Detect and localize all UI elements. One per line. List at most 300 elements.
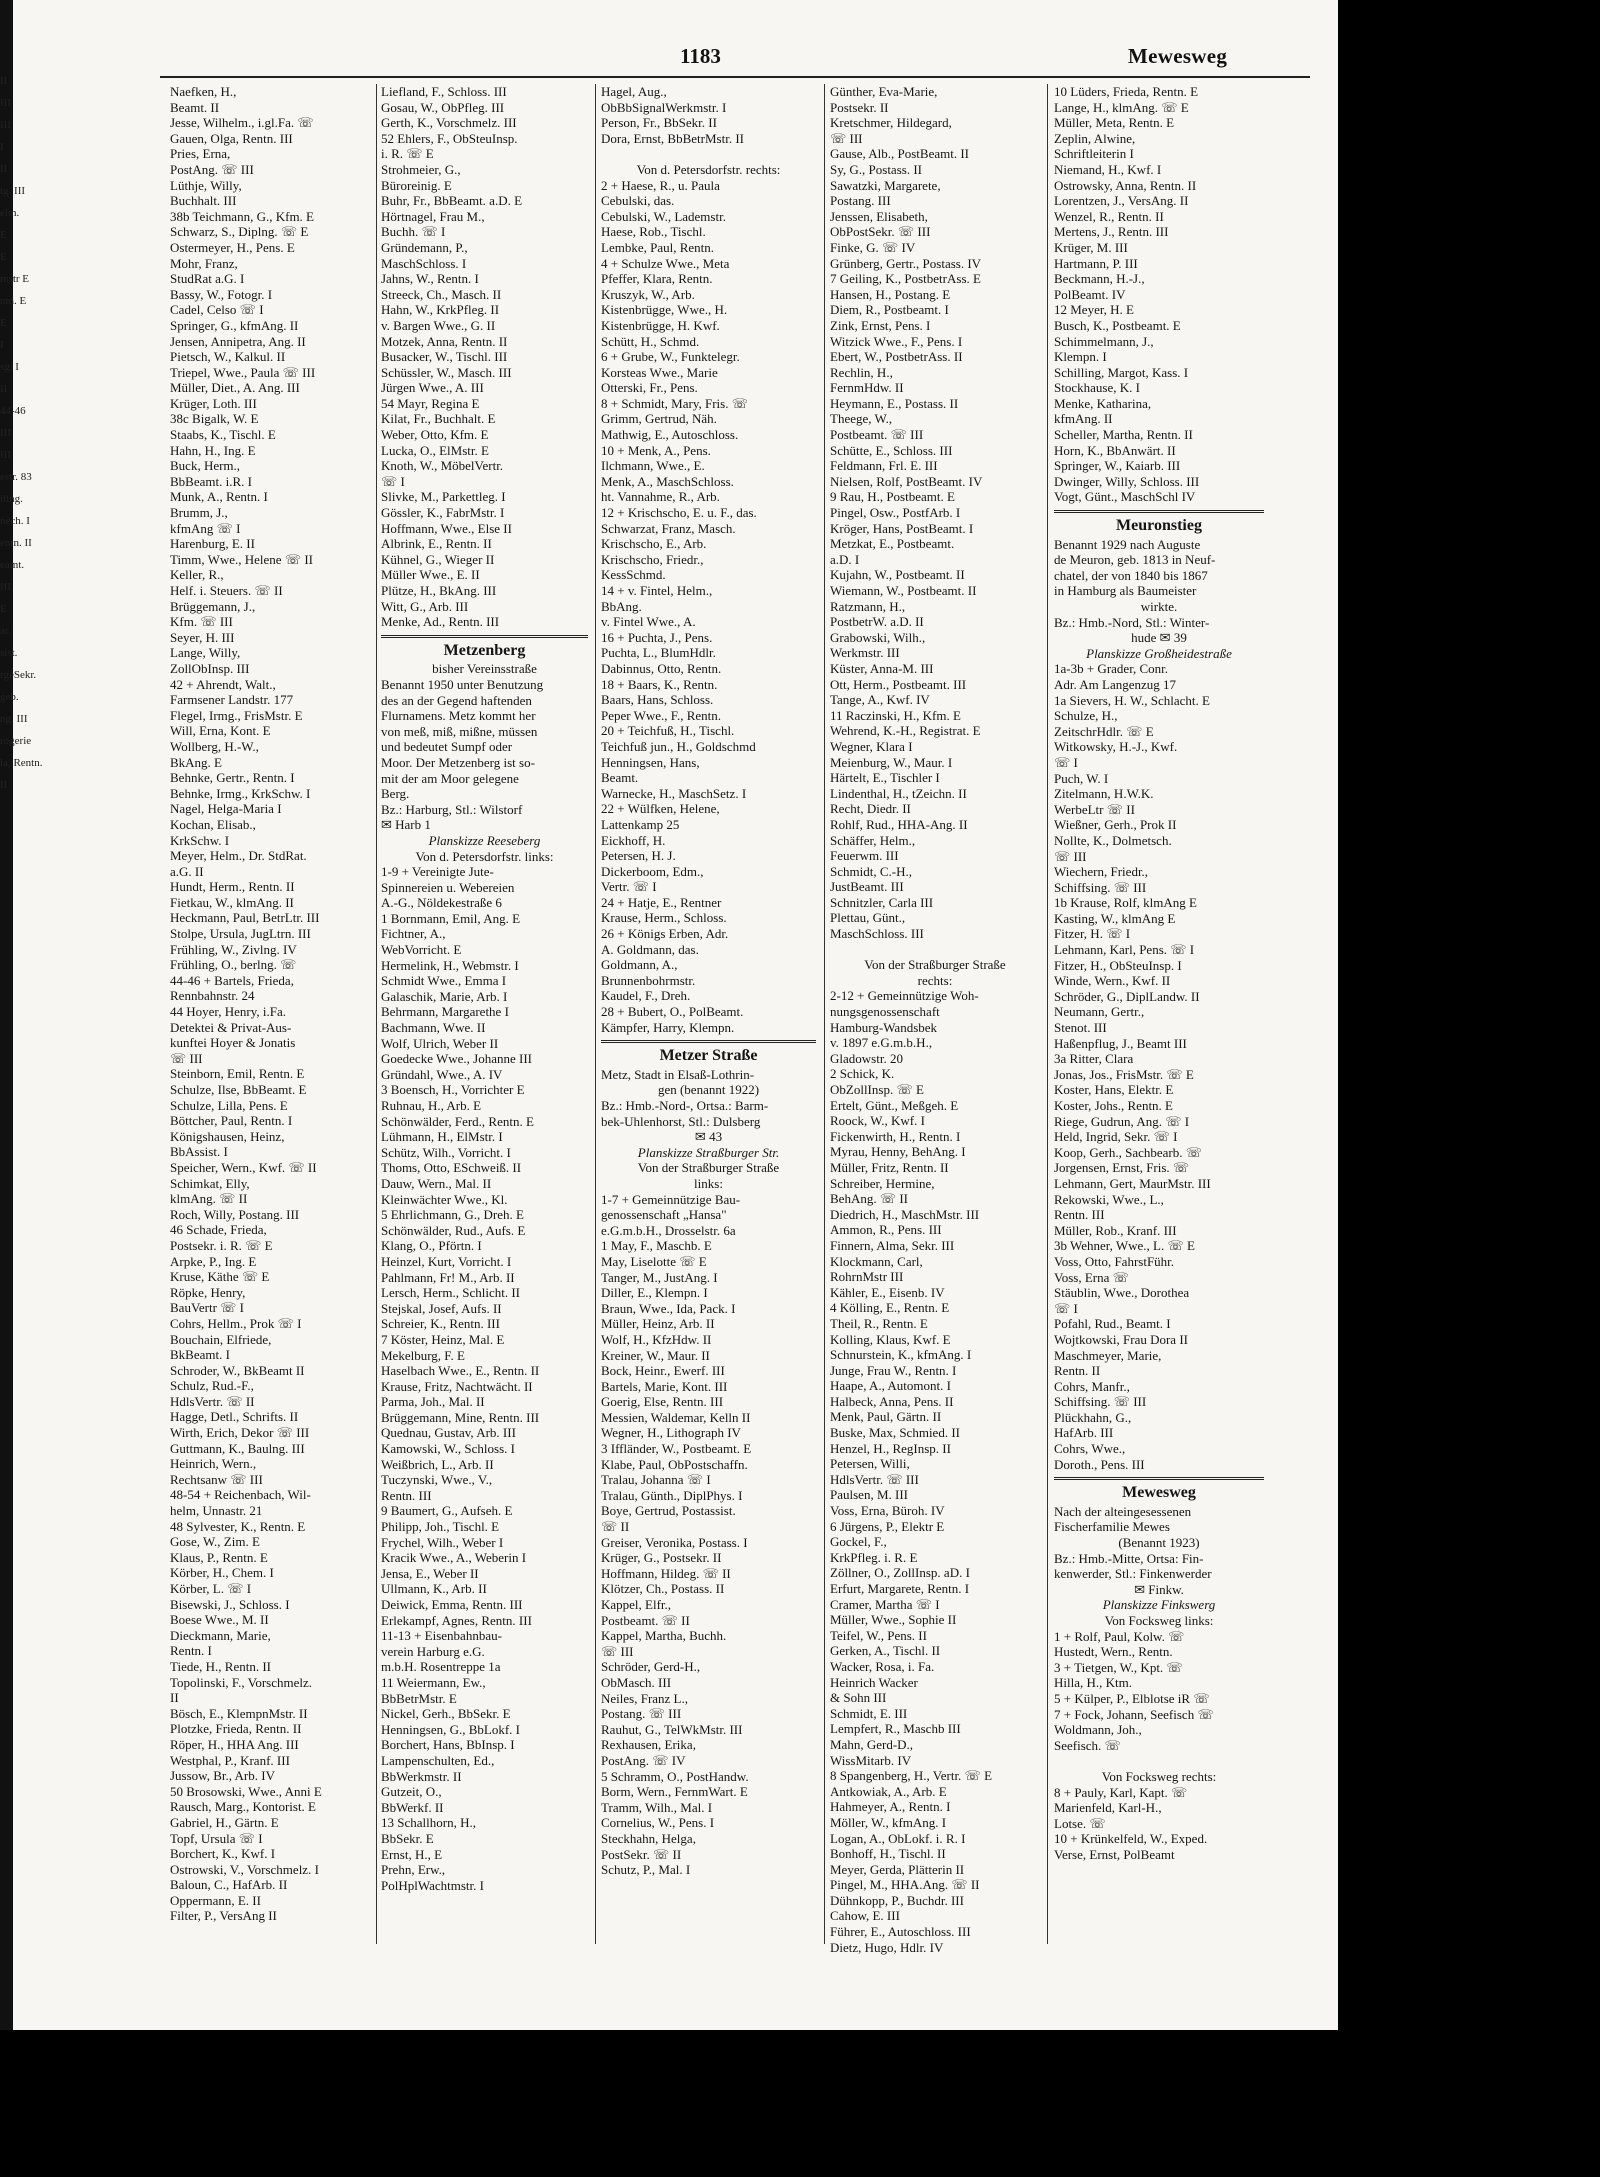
directory-entry: MaschSchloss. I bbox=[381, 255, 467, 271]
directory-entry: Körber, L. ☏ I bbox=[170, 1581, 252, 1596]
directory-entry: Koop, Gerh., Sachbearb. ☏ bbox=[1054, 1144, 1203, 1160]
directory-entry: Lersch, Herm., Schlicht. II bbox=[381, 1285, 520, 1301]
directory-entry: Winde, Wern., Kwf. II bbox=[1054, 973, 1171, 989]
directory-entry: Flegel, Irmg., FrisMstr. E bbox=[170, 707, 303, 723]
directory-entry: Bouchain, Elfriede, bbox=[170, 1331, 272, 1347]
directory-entry: Cebulski, das. bbox=[601, 193, 675, 209]
directory-entry: Stockhause, K. I bbox=[1054, 380, 1140, 396]
directory-entry: Erfurt, Margarete, Rentn. I bbox=[830, 1581, 970, 1596]
directory-entry: Krischscho, Friedr., bbox=[601, 551, 704, 567]
directory-entry: wirkte. bbox=[1140, 599, 1178, 614]
directory-entry: 48 Sylvester, K., Rentn. E bbox=[170, 1518, 306, 1534]
column-divider bbox=[376, 84, 377, 1944]
directory-entry: Gockel, F., bbox=[830, 1534, 887, 1550]
directory-entry: Lattenkamp 25 bbox=[601, 816, 680, 832]
directory-entry: BkBeamt. I bbox=[170, 1347, 230, 1363]
directory-entry: 10 + Menk, A., Pens. bbox=[601, 442, 711, 458]
directory-entry: Hagel, Aug., bbox=[601, 84, 667, 99]
directory-entry: Kamowski, W., Schloss. I bbox=[381, 1441, 515, 1457]
directory-entry: Koster, Hans, Elektr. E bbox=[1054, 1082, 1174, 1098]
directory-entry: HdlsVertr. ☏ II bbox=[170, 1393, 255, 1409]
fragment-text: I bbox=[0, 141, 4, 153]
directory-entry: Schiffsing. ☏ III bbox=[1054, 1394, 1147, 1410]
directory-entry: Schütte, E., Schloss. III bbox=[830, 442, 953, 458]
directory-entry: Kilat, Fr., Buchhalt. E bbox=[381, 411, 496, 427]
fragment-text: III bbox=[0, 449, 11, 461]
directory-entry: Haßenpflug, J., Beamt III bbox=[1054, 1035, 1187, 1051]
directory-entry: Heinzel, Kurt, Vorricht. I bbox=[381, 1253, 512, 1269]
directory-entry: Benannt 1950 unter Benutzung bbox=[381, 676, 544, 692]
directory-entry: Topolinski, F., Vorschmelz. bbox=[170, 1674, 313, 1690]
directory-entry: Plütze, H., BkAng. III bbox=[381, 583, 497, 598]
directory-entry: Klockmann, Carl, bbox=[830, 1253, 923, 1269]
directory-entry: Rennbahnstr. 24 bbox=[170, 988, 255, 1004]
directory-entry: WebVorricht. E bbox=[381, 942, 462, 958]
directory-entry: Rexhausen, Erika, bbox=[601, 1737, 696, 1753]
directory-entry: Schmidt, C.-H., bbox=[830, 863, 912, 879]
directory-entry: Wollberg, H.-W., bbox=[170, 738, 259, 754]
directory-entry: Buske, Max, Schmied. II bbox=[830, 1425, 960, 1441]
directory-entry: Woldmann, Joh., bbox=[1054, 1722, 1142, 1738]
directory-entry: Henningsen, G., BbLokf. I bbox=[381, 1721, 521, 1737]
directory-entry: Puchta, L., BlumHdlr. bbox=[601, 645, 716, 661]
directory-entry: Bz.: Hmb.-Mitte, Ortsa: Fin- bbox=[1054, 1550, 1204, 1566]
directory-entry: Jürgen Wwe., A. III bbox=[381, 380, 484, 396]
directory-entry: 8 + Schmidt, Mary, Fris. ☏ bbox=[601, 395, 748, 411]
directory-entry: Boese Wwe., M. II bbox=[170, 1612, 269, 1628]
directory-entry: Streeck, Ch., Masch. II bbox=[381, 286, 502, 302]
directory-entry: Theil, R., Rentn. E bbox=[830, 1315, 928, 1331]
directory-entry: Zeplin, Alwine, bbox=[1054, 130, 1136, 146]
fragment-text: II bbox=[0, 383, 8, 395]
directory-entry: Hoffmann, Hildeg. ☏ II bbox=[601, 1565, 731, 1581]
directory-entry: Kracik Wwe., A., Weberin I bbox=[381, 1550, 527, 1566]
directory-entry: Schreier, K., Rentn. III bbox=[381, 1316, 500, 1332]
directory-entry: Kruse, Käthe ☏ E bbox=[170, 1269, 270, 1285]
directory-entry: Ammon, R., Pens. III bbox=[830, 1222, 942, 1238]
directory-entry: Beamt. bbox=[601, 770, 639, 786]
directory-entry: Detektei & Privat-Aus- bbox=[170, 1019, 292, 1035]
directory-entry: Jorgensen, Ernst, Fris. ☏ bbox=[1054, 1160, 1190, 1176]
directory-entry: Lempfert, R., Maschb III bbox=[830, 1721, 961, 1737]
directory-entry: Stäublin, Wwe., Dorothea bbox=[1054, 1285, 1190, 1301]
directory-entry: 54 Mayr, Regina E bbox=[381, 395, 480, 411]
directory-entry: Gründemann, P., bbox=[381, 239, 468, 255]
directory-entry: Stolpe, Ursula, JugLtrn. III bbox=[170, 926, 311, 942]
directory-entry: Korsteas Wwe., Marie bbox=[601, 364, 718, 380]
directory-entry: Grabowski, Wilh., bbox=[830, 629, 926, 645]
directory-entry: Rauhut, G., TelWkMstr. III bbox=[601, 1721, 743, 1737]
directory-entry: Rentn. I bbox=[170, 1643, 212, 1659]
directory-entry: Kaudel, F., Dreh. bbox=[601, 988, 691, 1004]
directory-entry: Dietz, Hugo, Hdlr. IV bbox=[830, 1939, 944, 1955]
directory-entry: 7 + Fock, Johann, Seefisch ☏ bbox=[1054, 1706, 1214, 1722]
directory-entry: v. Fintel Wwe., A. bbox=[601, 614, 696, 630]
directory-entry: PostAng. ☏ III bbox=[170, 161, 254, 177]
directory-entry: Ostrowski, V., Vorschmelz. I bbox=[170, 1861, 319, 1877]
fragment-text: sg. I bbox=[0, 361, 19, 373]
directory-entry bbox=[830, 942, 1040, 958]
directory-entry: 10 Lüders, Frieda, Rentn. E bbox=[1054, 84, 1199, 99]
directory-entry: Vogt, Günt., MaschSchl IV bbox=[1054, 489, 1196, 505]
directory-entry: Recht, Diedr. II bbox=[830, 801, 911, 817]
fragment-text: la, Rentn. bbox=[0, 757, 43, 769]
directory-entry: 3a Ritter, Clara bbox=[1054, 1051, 1134, 1067]
directory-entry: Theege, W., bbox=[830, 411, 893, 427]
directory-entry: Kämpfer, Harry, Klempn. bbox=[601, 1019, 735, 1035]
directory-entry: JustBeamt. III bbox=[830, 879, 904, 895]
directory-entry: 5 Ehrlichmann, G., Dreh. E bbox=[381, 1207, 524, 1223]
directory-entry: Weber, Otto, Kfm. E bbox=[381, 427, 489, 443]
directory-entry: Tramm, Wilh., Mal. I bbox=[601, 1799, 713, 1815]
directory-entry: 14 + v. Fintel, Helm., bbox=[601, 583, 713, 598]
directory-entry: Tuczynski, Wwe., V., bbox=[381, 1472, 493, 1488]
directory-entry: Cohrs, Hellm., Prok ☏ I bbox=[170, 1315, 302, 1331]
fragment-text: E bbox=[0, 317, 7, 329]
directory-entry: Baloun, C., HafArb. II bbox=[170, 1877, 288, 1893]
directory-entry: Heckmann, Paul, BetrLtr. III bbox=[170, 910, 320, 926]
directory-entry: 50 Brosowski, Wwe., Anni E bbox=[170, 1783, 322, 1799]
directory-entry: ht. Vannahme, R., Arb. bbox=[601, 489, 720, 505]
directory-entry: Gladowstr. 20 bbox=[830, 1050, 903, 1066]
directory-entry: Jesse, Wilhelm., i.gl.Fa. ☏ bbox=[170, 115, 314, 131]
directory-entry: Schulze, Ilse, BbBeamt. E bbox=[170, 1082, 307, 1097]
directory-entry: Jonas, Jos., FrisMstr. ☏ E bbox=[1054, 1066, 1194, 1082]
directory-entry: Henzel, H., RegInsp. II bbox=[830, 1440, 951, 1456]
directory-entry: 1b Krause, Rolf, klmAng E bbox=[1054, 895, 1197, 911]
directory-entry: Person, Fr., BbSekr. II bbox=[601, 115, 717, 131]
directory-entry: ObMasch. III bbox=[601, 1674, 672, 1690]
fragment-text: estr. 83 bbox=[0, 471, 32, 483]
directory-entry: BbAssist. I bbox=[170, 1144, 228, 1160]
column-5 bbox=[1054, 84, 1264, 1944]
directory-entry: Filter, P., VersAng II bbox=[170, 1908, 277, 1924]
directory-entry: Cohrs, Manfr., bbox=[1054, 1378, 1130, 1394]
directory-entry: Bösch, E., KlempnMstr. II bbox=[170, 1705, 308, 1721]
directory-entry: Kleinwächter Wwe., Kl. bbox=[381, 1191, 508, 1207]
fragment-text: E bbox=[0, 251, 7, 263]
directory-entry: Verse, Ernst, PolBeamt bbox=[1054, 1846, 1175, 1862]
directory-entry: Wolf, H., KfzHdw. II bbox=[601, 1331, 712, 1347]
directory-entry: Cohrs, Wwe., bbox=[1054, 1441, 1126, 1457]
directory-entry: Goldmann, A., bbox=[601, 957, 678, 973]
directory-entry: Gerth, K., Vorschmelz. III bbox=[381, 115, 517, 131]
directory-entry: Menk, A., MaschSchloss. bbox=[601, 473, 734, 489]
fragment-text: entn. II bbox=[0, 537, 32, 549]
directory-entry: Mohr, Franz, bbox=[170, 255, 238, 271]
directory-entry: Staabs, K., Tischl. E bbox=[170, 427, 276, 443]
directory-entry: v. Bargen Wwe., G. II bbox=[381, 317, 496, 333]
directory-entry: Lindenthal, H., tZeichn. II bbox=[830, 785, 967, 801]
directory-entry: Von d. Petersdorfstr. rechts: bbox=[636, 161, 781, 177]
directory-entry: Tange, A., Kwf. IV bbox=[830, 692, 930, 708]
directory-entry: BauVertr ☏ I bbox=[170, 1300, 245, 1316]
directory-entry: Hustedt, Wern., Rentn. bbox=[1054, 1644, 1173, 1660]
directory-entry: 3b Wehner, Wwe., L. ☏ E bbox=[1054, 1238, 1195, 1254]
directory-entry: May, Liselotte ☏ E bbox=[601, 1253, 707, 1269]
directory-entry: Riege, Gudrun, Ang. ☏ I bbox=[1054, 1113, 1190, 1129]
directory-entry: Weißbrich, L., Arb. II bbox=[381, 1456, 494, 1472]
directory-entry: verein Harburg e.G. bbox=[381, 1643, 485, 1659]
directory-entry: Heymann, E., Postass. II bbox=[830, 395, 959, 411]
directory-entry: Borm, Wern., FernmWart. E bbox=[601, 1784, 748, 1800]
directory-entry: Mahn, Gerd-D., bbox=[830, 1736, 914, 1752]
directory-entry: Maschmeyer, Marie, bbox=[1054, 1347, 1162, 1363]
directory-entry: Klaus, P., Rentn. E bbox=[170, 1549, 268, 1565]
directory-entry: Ullmann, K., Arb. II bbox=[381, 1581, 487, 1597]
directory-entry: Beckmann, H.-J., bbox=[1054, 271, 1145, 287]
directory-entry: 16 + Puchta, J., Pens. bbox=[601, 629, 713, 645]
directory-entry: Lühmann, H., ElMstr. I bbox=[381, 1129, 503, 1145]
directory-entry: 1 May, F., Maschb. E bbox=[601, 1238, 712, 1254]
directory-entry: Baars, Hans, Schloss. bbox=[601, 692, 714, 708]
directory-entry: Postbeamt. ☏ II bbox=[601, 1612, 690, 1628]
fragment-text: III bbox=[0, 119, 11, 131]
directory-entry: Schwarzat, Franz, Masch. bbox=[601, 520, 736, 536]
directory-entry: 28 + Bubert, O., PolBeamt. bbox=[601, 1004, 744, 1020]
directory-entry: Cadel, Celso ☏ I bbox=[170, 302, 264, 318]
fragment-text: II bbox=[0, 75, 8, 87]
directory-entry: KessSchmd. bbox=[601, 567, 666, 583]
directory-entry: Müller, Fritz, Rentn. II bbox=[830, 1159, 949, 1175]
directory-entry: Pries, Erna, bbox=[170, 146, 231, 162]
directory-entry: (Benannt 1923) bbox=[1118, 1535, 1200, 1551]
directory-entry: Behnke, Gertr., Rentn. I bbox=[170, 770, 295, 786]
directory-entry: Kähler, E., Eisenb. IV bbox=[830, 1284, 945, 1300]
directory-entry: Böttcher, Paul, Rentn. I bbox=[170, 1113, 293, 1129]
directory-entry: Seyer, H. III bbox=[170, 629, 235, 645]
directory-entry: WerbeLtr ☏ II bbox=[1054, 801, 1135, 817]
directory-entry: Erlekampf, Agnes, Rentn. III bbox=[381, 1612, 532, 1628]
directory-entry: Kolling, Klaus, Kwf. E bbox=[830, 1331, 951, 1347]
directory-entry: Borchert, K., Kwf. I bbox=[170, 1846, 276, 1862]
running-head: Mewesweg bbox=[1128, 44, 1228, 68]
directory-entry: kfmAng ☏ I bbox=[170, 520, 241, 536]
directory-entry: Ilchmann, Wwe., E. bbox=[601, 458, 705, 474]
directory-entry: Boye, Gertrud, Postassist. bbox=[601, 1503, 736, 1519]
directory-entry: Diedrich, H., MaschMstr. III bbox=[830, 1206, 980, 1222]
directory-entry: Will, Erna, Kont. E bbox=[170, 723, 271, 739]
directory-entry: Moor. Der Metzenberg ist so- bbox=[381, 754, 535, 770]
directory-entry: Hartmann, P. III bbox=[1054, 255, 1138, 271]
directory-entry: klmAng. ☏ II bbox=[170, 1191, 248, 1207]
directory-entry: Schönwälder, Rud., Aufs. E bbox=[381, 1222, 526, 1238]
directory-entry: ZeitschrHdlr. ☏ E bbox=[1054, 723, 1154, 739]
directory-entry: Wojtkowski, Frau Dora II bbox=[1054, 1331, 1188, 1347]
directory-entry: Metz, Stadt in Elsaß-Lothrin- bbox=[601, 1066, 755, 1082]
directory-entry: Nagel, Helga-Maria I bbox=[170, 801, 282, 817]
directory-entry: 22 + Wülfken, Helene, bbox=[601, 801, 720, 817]
directory-entry: ObBbSignalWerkmstr. I bbox=[601, 99, 727, 115]
directory-entry: Roock, W., Kwf. I bbox=[830, 1113, 925, 1129]
directory-entry: 5 + Külper, P., Elblotse iR ☏ bbox=[1054, 1690, 1210, 1706]
directory-entry: Ebert, W., PostbetrAss. II bbox=[830, 349, 963, 365]
fragment-text: mstr E bbox=[0, 273, 30, 285]
directory-entry: links: bbox=[694, 1175, 723, 1191]
directory-entry: ☏ I bbox=[1054, 754, 1078, 770]
directory-entry: Frychel, Wilh., Weber I bbox=[381, 1534, 504, 1550]
directory-entry: 9 Baumert, G., Aufseh. E bbox=[381, 1503, 513, 1519]
directory-entry: Puch, W. I bbox=[1054, 770, 1109, 786]
directory-entry: des an der Gegend haftenden bbox=[381, 692, 532, 708]
directory-entry: Bachmann, Wwe. II bbox=[381, 1020, 486, 1036]
street-heading: Metzenberg bbox=[381, 635, 588, 662]
directory-entry: Petersen, Willi, bbox=[830, 1456, 910, 1472]
directory-entry: Galaschik, Marie, Arb. I bbox=[381, 988, 508, 1004]
directory-entry: Seefisch. ☏ bbox=[1054, 1737, 1121, 1753]
directory-entry: Tiede, H., Rentn. II bbox=[170, 1658, 271, 1674]
directory-entry: Pofahl, Rud., Beamt. I bbox=[1054, 1316, 1171, 1332]
directory-entry: Kappel, Elfr., bbox=[601, 1597, 672, 1612]
directory-entry: Jenssen, Elisabeth, bbox=[830, 208, 928, 224]
directory-entry: Schütz, Wilh., Vorricht. I bbox=[381, 1144, 511, 1160]
directory-entry: Schulze, H., bbox=[1054, 708, 1118, 724]
directory-entry: Neiles, Franz L., bbox=[601, 1690, 689, 1706]
directory-entry: Kistenbrügge, H. Kwf. bbox=[601, 317, 720, 333]
directory-entry: Jensen, Annipetra, Ang. II bbox=[170, 333, 306, 349]
directory-entry: 2 + Haese, R., u. Paula bbox=[601, 177, 720, 193]
directory-entry: Lembke, Paul, Rentn. bbox=[601, 239, 715, 255]
directory-entry: Schimkat, Elly, bbox=[170, 1175, 250, 1191]
directory-entry: Königshausen, Heinz, bbox=[170, 1128, 285, 1144]
directory-entry: Kruszyk, W., Arb. bbox=[601, 286, 695, 302]
directory-entry: Müller, Rob., Kranf. III bbox=[1054, 1222, 1177, 1238]
directory-entry: Bz.: Hmb.-Nord-, Ortsa.: Barm- bbox=[601, 1098, 769, 1113]
directory-entry: ObZollInsp. ☏ E bbox=[830, 1082, 924, 1097]
directory-entry: bisher Vereinsstraße bbox=[432, 661, 537, 677]
directory-entry: Klabe, Paul, ObPostschaffn. bbox=[601, 1456, 748, 1472]
directory-entry: Neumann, Gertr., bbox=[1054, 1004, 1145, 1020]
directory-entry: 4 Kölling, E., Rentn. E bbox=[830, 1300, 950, 1316]
directory-entry: Flurnamens. Metz kommt her bbox=[381, 708, 536, 724]
directory-entry: 38b Teichmann, G., Kfm. E bbox=[170, 208, 314, 224]
directory-entry: Von Focksweg links: bbox=[1104, 1613, 1214, 1628]
directory-entry: Ernst, H., E bbox=[381, 1846, 443, 1862]
fragment-text: II bbox=[0, 163, 8, 175]
directory-entry: Nach der alteingesessenen bbox=[1054, 1503, 1192, 1519]
directory-entry: Hilla, H., Ktm. bbox=[1054, 1675, 1132, 1691]
directory-entry: Kreiner, W., Maur. II bbox=[601, 1347, 710, 1363]
directory-entry: Kochan, Elisab., bbox=[170, 816, 256, 832]
directory-entry: Steckhahn, Helga, bbox=[601, 1830, 696, 1846]
directory-entry: Klang, O., Pförtn. I bbox=[381, 1238, 482, 1254]
directory-entry: Schnitzler, Carla III bbox=[830, 894, 934, 910]
directory-entry: ☏ III bbox=[830, 130, 863, 146]
directory-entry: Heinrich, Wern., bbox=[170, 1456, 257, 1472]
directory-entry: Rechtsanw ☏ III bbox=[170, 1471, 263, 1487]
directory-entry: Schilling, Margot, Kass. I bbox=[1054, 364, 1189, 380]
directory-entry: Dickerboom, Edm., bbox=[601, 863, 704, 879]
directory-entry: Paulsen, M. III bbox=[830, 1487, 908, 1503]
directory-entry: Prehn, Erw., bbox=[381, 1862, 446, 1878]
directory-entry: e.G.m.b.H., Drosselstr. 6a bbox=[601, 1222, 736, 1238]
directory-entry: Tralau, Johanna ☏ I bbox=[601, 1472, 711, 1488]
directory-entry: Bartels, Marie, Kont. III bbox=[601, 1378, 728, 1394]
directory-entry: Schreiber, Hermine, bbox=[830, 1175, 935, 1191]
column-divider bbox=[595, 84, 596, 1944]
directory-entry: Diem, R., Postbeamt. I bbox=[830, 302, 949, 318]
directory-entry: Busacker, W., Tischl. III bbox=[381, 349, 508, 365]
directory-entry: Gössler, K., FabrMstr. I bbox=[381, 505, 505, 521]
directory-entry: m.b.H. Rosentreppe 1a bbox=[381, 1659, 501, 1675]
directory-entry: Gause, Alb., PostBeamt. II bbox=[830, 146, 970, 162]
directory-entry: Wiechern, Friedr., bbox=[1054, 864, 1149, 880]
directory-entry: Menke, Ad., Rentn. III bbox=[381, 614, 500, 630]
directory-entry: ☏ III bbox=[601, 1643, 634, 1659]
directory-entry: Mathwig, E., Autoschloss. bbox=[601, 427, 739, 443]
directory-entry: Behrmann, Margarethe I bbox=[381, 1004, 509, 1020]
directory-entry: Horn, K., BbAnwärt. II bbox=[1054, 442, 1176, 458]
directory-entry: Goerig, Else, Rentn. III bbox=[601, 1394, 724, 1410]
directory-entry: BkAng. E bbox=[170, 754, 222, 770]
fragment-text: nech. I bbox=[0, 515, 30, 527]
directory-entry: Krischscho, E., Arb. bbox=[601, 536, 707, 552]
directory-entry: ☏ I bbox=[1054, 1300, 1078, 1316]
directory-entry: Albrink, E., Rentn. II bbox=[381, 536, 492, 552]
directory-entry: Dabinnus, Otto, Rentn. bbox=[601, 660, 722, 676]
directory-entry: Schroder, W., BkBeamt II bbox=[170, 1362, 305, 1378]
directory-entry: Günther, Eva-Marie, bbox=[830, 84, 938, 99]
directory-entry: in Hamburg als Baumeister bbox=[1054, 583, 1197, 599]
directory-entry: A. Goldmann, das. bbox=[601, 941, 699, 957]
directory-entry: Schwarz, S., Diplng. ☏ E bbox=[170, 224, 309, 240]
directory-entry: PostbetrW. a.D. II bbox=[830, 614, 924, 630]
directory-entry: Fickenwirth, H., Rentn. I bbox=[830, 1128, 961, 1144]
directory-entry: BbWerkmstr. II bbox=[381, 1768, 462, 1784]
directory-entry: Motzek, Anna, Rentn. II bbox=[381, 333, 508, 349]
directory-entry: 1 + Rolf, Paul, Kolw. ☏ bbox=[1054, 1628, 1185, 1644]
directory-entry: Zöllner, O., ZollInsp. aD. I bbox=[830, 1565, 970, 1581]
directory-entry: Krüger, G., Postsekr. II bbox=[601, 1550, 722, 1566]
directory-entry: Zink, Ernst, Pens. I bbox=[830, 317, 931, 333]
directory-entry: Kfm. ☏ III bbox=[170, 614, 233, 630]
directory-entry: Doroth., Pens. III bbox=[1054, 1456, 1145, 1472]
directory-entry: 13 Schallhorn, H., bbox=[381, 1815, 476, 1831]
directory-entry: Schnurstein, K., kfmAng. I bbox=[830, 1347, 972, 1363]
directory-entry: Gutzeit, O., bbox=[381, 1784, 442, 1800]
fragment-text: geb. bbox=[0, 691, 19, 703]
column-divider bbox=[1047, 84, 1048, 1944]
directory-entry: Dauw, Wern., Mal. II bbox=[381, 1175, 492, 1191]
directory-entry: Bassy, W., Fotogr. I bbox=[170, 286, 273, 302]
directory-entry: BehAng. ☏ II bbox=[830, 1191, 908, 1207]
directory-entry: Peper Wwe., F., Rentn. bbox=[601, 707, 722, 723]
directory-entry: & Sohn III bbox=[830, 1690, 887, 1706]
directory-entry: Dwinger, Willy, Schloss. III bbox=[1054, 473, 1200, 489]
column-4 bbox=[830, 84, 1040, 1955]
directory-entry: Wegner, H., Lithograph IV bbox=[601, 1425, 741, 1441]
directory-entry: ✉ Harb 1 bbox=[381, 817, 431, 833]
directory-entry: Rausch, Marg., Kontorist. E bbox=[170, 1799, 316, 1815]
fragment-text: illng. bbox=[0, 493, 23, 505]
fragment-text: III bbox=[0, 427, 11, 439]
directory-entry: hude ✉ 39 bbox=[1131, 630, 1187, 646]
directory-entry: Tralau, Günth., DiplPhys. I bbox=[601, 1487, 743, 1503]
directory-entry: Otterski, Fr., Pens. bbox=[601, 380, 698, 396]
directory-entry: Lampenschulten, Ed., bbox=[381, 1752, 495, 1768]
directory-entry: Röpke, Henry, bbox=[170, 1284, 246, 1300]
directory-entry: Farmsener Landstr. 177 bbox=[170, 692, 294, 708]
directory-entry: Hamburg-Wandsbek bbox=[830, 1019, 938, 1035]
fragment-text: 44-46 bbox=[0, 405, 26, 417]
directory-entry: Kistenbrügge, Wwe., H. bbox=[601, 302, 728, 318]
directory-entry: Küster, Anna-M. III bbox=[830, 660, 934, 676]
directory-entry: 11 Raczinski, H., Kfm. E bbox=[830, 707, 961, 723]
directory-entry: Menk, Paul, Gärtn. II bbox=[830, 1409, 942, 1425]
directory-entry: Slivke, M., Parkettleg. I bbox=[381, 489, 506, 505]
directory-entry: Rohlf, Rud., HHA-Ang. II bbox=[830, 816, 968, 832]
directory-entry: Sy, G., Postass. II bbox=[830, 161, 922, 177]
